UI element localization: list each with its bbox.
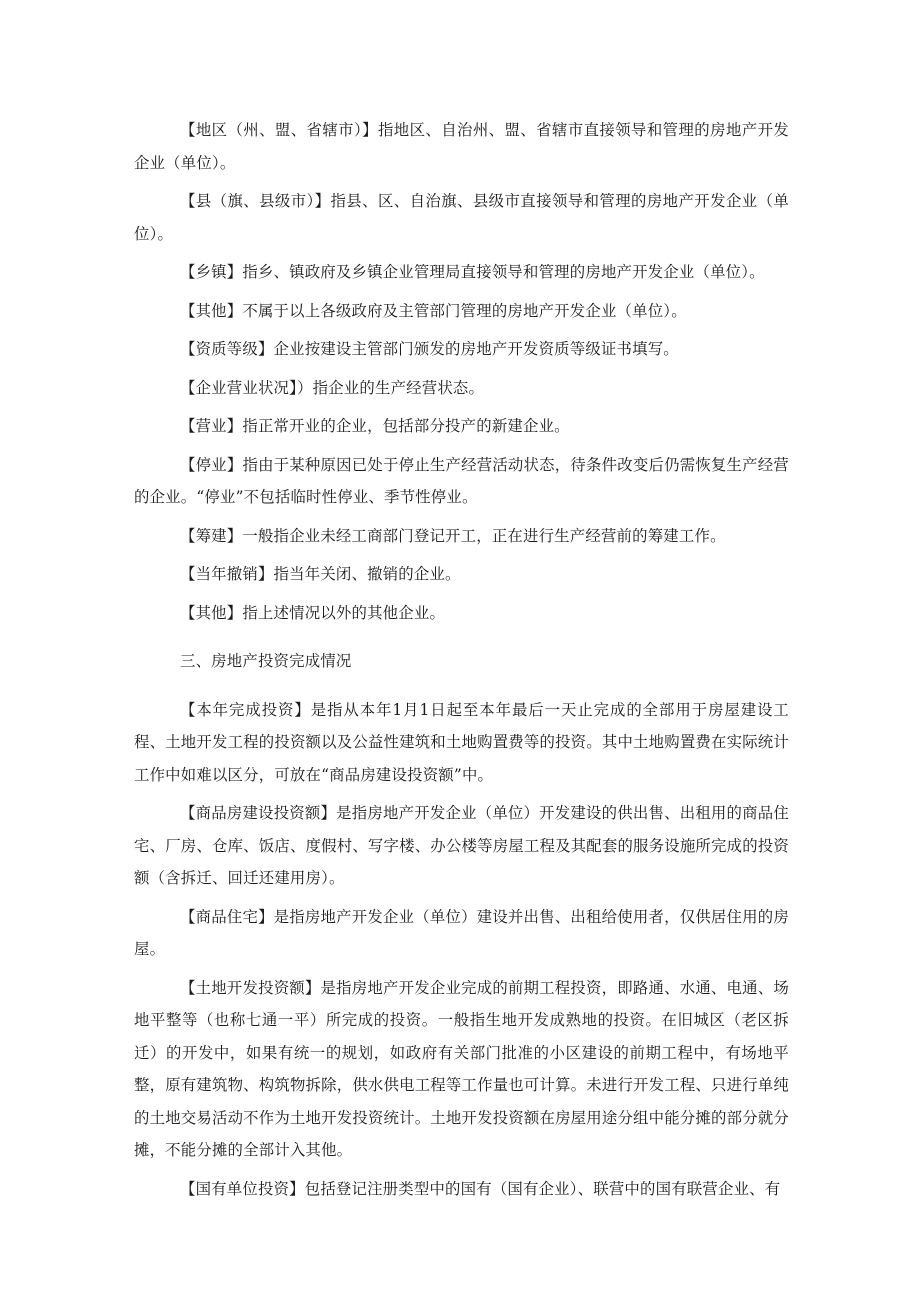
paragraph-commercial-housing-investment: 【商品房建设投资额】是指房地产开发企业（单位）开发建设的供出售、出租用的商品住宅、厂房、仓库、饭店、度假村、写字楼、办公楼等房屋工程及其配套的服务设施所完成的投资额（含拆迁、回迁还建用房）。 xyxy=(134,804,789,887)
paragraph-land-development-investment: 【土地开发投资额】是指房地产开发企业完成的前期工程投资，即路通、水通、电通、场地平整等（也称七通一平）所完成的投资。一般指生地开发成熟地的投资。在旧城区（老区拆迁）的开发中，如果有统一的规划，如政府有关部门批准的小区建设的前期工程中，有场地平整，原有建筑物、构筑物拆除，供水供电工程等工作量也可计算。未进行开发工程、只进行单纯的土地交易活动不作为土地开发投资统计。土地开发投资额在房屋用途分组中能分摊的部分就分摊，不能分摊的全部计入其他。 xyxy=(134,978,789,1159)
paragraph-county: 【县（旗、县级市）】指县、区、自治旗、县级市直接领导和管理的房地产开发企业（单位）。 xyxy=(134,192,789,243)
paragraph-annual-investment: 【本年完成投资】是指从本年1月1日起至本年最后一天止完成的全部用于房屋建设工程、土地开发工程的投资额以及公益性建筑和土地购置费等的投资。其中土地购置费在实际统计工作中如难以区分，可放在“商品房建设投资额”中。 xyxy=(134,700,789,784)
paragraph-other-status: 【其他】指上述情况以外的其他企业。 xyxy=(180,603,446,622)
paragraph-business-status: 【企业营业状况】）指企业的生产经营状态。 xyxy=(180,378,485,397)
paragraph-township: 【乡镇】指乡、镇政府及乡镇企业管理局直接领导和管理的房地产开发企业（单位）。 xyxy=(180,263,765,281)
paragraph-commercial-residence: 【商品住宅】是指房地产开发企业（单位）建设并出售、出租给使用者，仅供居住用的房屋。 xyxy=(134,907,789,958)
paragraph-cancelled: 【当年撤销】指当年关闭、撤销的企业。 xyxy=(180,565,461,583)
paragraph-in-operation: 【营业】指正常开业的企业，包括部分投产的新建企业。 xyxy=(180,417,570,435)
document-page xyxy=(134,114,789,1205)
paragraph-suspended: 【停业】指由于某种原因已处于停止生产经营活动状态，待条件改变后仍需恢复生产经营的企业。“停业”不包括临时性停业、季节性停业。 xyxy=(134,455,789,506)
section-heading: 三、房地产投资完成情况 xyxy=(180,652,352,670)
paragraph-qualification-grade: 【资质等级】企业按建设主管部门颁发的房地产开发资质等级证书填写。 xyxy=(180,340,679,358)
paragraph-state-owned-investment: 【国有单位投资】包括登记注册类型中的国有（国有企业）、联营中的国有联营企业、有 xyxy=(180,1179,781,1198)
paragraph-preparation: 【筹建】一般指企业未经工商部门登记开工，正在进行生产经营前的筹建工作。 xyxy=(180,526,726,545)
paragraph-other-ownership: 【其他】不属于以上各级政府及主管部门管理的房地产开发企业（单位）。 xyxy=(180,301,687,320)
paragraph-region-prefecture: 【地区（州、盟、省辖市）】指地区、自治州、盟、省辖市直接领导和管理的房地产开发企业（单位）。 xyxy=(134,121,789,172)
